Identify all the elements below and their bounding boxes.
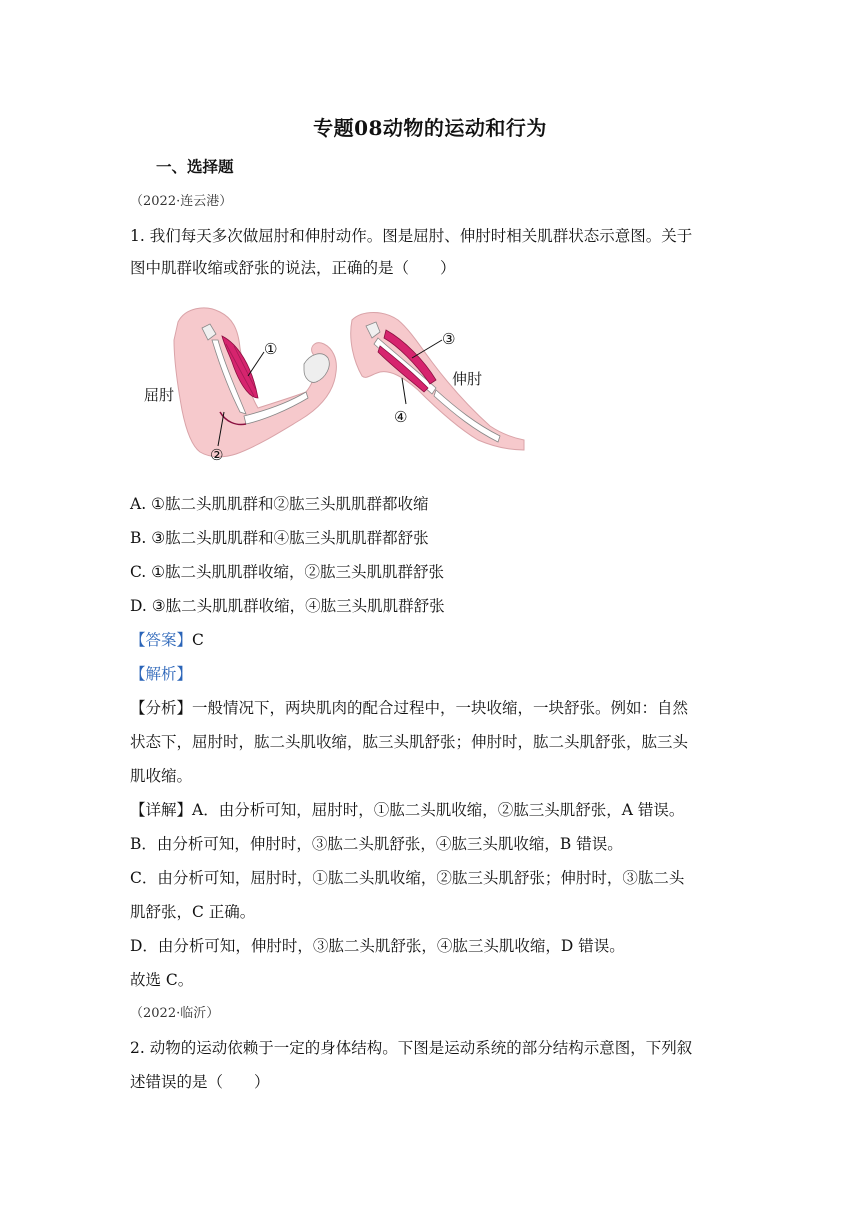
arm-muscle-figure (140, 300, 530, 470)
q1-source: （2022·连云港） (130, 194, 233, 209)
q1-option-b: B. ③肱二头肌肌群和④肱三头肌肌群都舒张 (130, 529, 429, 547)
detail-c-line1: C．由分析可知，屈肘时，①肱二头肌收缩，②肱三头肌舒张；伸肘时，③肱二头 (130, 869, 685, 887)
marker-2: ② (210, 446, 224, 464)
q2-stem-line2: 述错误的是（ ） (130, 1073, 270, 1091)
xiangjie-tag: 【详解】 (130, 801, 193, 819)
fenxi-line3: 肌收缩。 (130, 767, 193, 785)
fenxi-line1: 【分析】一般情况下，两块肌肉的配合过程中，一块收缩，一块舒张。例如：自然 (130, 699, 689, 717)
q1-stem-line2: 图中肌群收缩或舒张的说法，正确的是（ ） (130, 259, 456, 277)
marker-4: ④ (394, 408, 408, 426)
flexed-arm-illustration (174, 308, 336, 457)
label-extend: 伸肘 (452, 370, 483, 388)
answer-tag: 【答案】 (130, 631, 193, 649)
q1-option-a: A. ①肱二头肌肌群和②肱三头肌肌群都收缩 (130, 495, 429, 513)
marker-1: ① (264, 340, 278, 358)
q2-stem-line1: 2. 动物的运动依赖于一定的身体结构。下图是运动系统的部分结构示意图，下列叙 (130, 1039, 693, 1057)
page-title: 专题08动物的运动和行为 (313, 116, 547, 140)
answer-value: C (192, 631, 204, 649)
extended-arm-illustration (351, 313, 524, 451)
q2-source: （2022·临沂） (130, 1006, 220, 1021)
detail-a-line: 【详解】A．由分析可知，屈肘时，①肱二头肌收缩，②肱三头肌舒张，A 错误。 (130, 801, 685, 819)
detail-c-line2: 肌舒张，C 正确。 (130, 903, 256, 921)
q1-answer-line (130, 630, 740, 650)
q1-option-d: D. ③肱二头肌肌群收缩，④肱三头肌肌群舒张 (130, 597, 445, 615)
marker-3: ③ (442, 330, 456, 348)
fenxi-line2: 状态下，屈肘时，肱二头肌收缩，肱三头肌舒张；伸肘时，肱二头肌舒张，肱三头 (130, 733, 689, 751)
conclusion-line: 故选 C。 (130, 971, 194, 989)
q1-option-c: C. ①肱二头肌肌群收缩，②肱三头肌肌群舒张 (130, 563, 445, 581)
label-flex: 屈肘 (144, 386, 175, 404)
detail-b-line: B．由分析可知，伸肘时，③肱二头肌舒张，④肱三头肌收缩，B 错误。 (130, 835, 623, 853)
q1-stem-line1: 1. 我们每天多次做屈肘和伸肘动作。图是屈肘、伸肘时相关肌群状态示意图。关于 (130, 227, 693, 245)
fenxi-tag: 【分析】 (130, 699, 193, 717)
analysis-tag: 【解析】 (130, 665, 193, 683)
section-heading: 一、选择题 (156, 158, 234, 176)
detail-d-line: D．由分析可知，伸肘时，③肱二头肌舒张，④肱三头肌收缩，D 错误。 (130, 937, 625, 955)
